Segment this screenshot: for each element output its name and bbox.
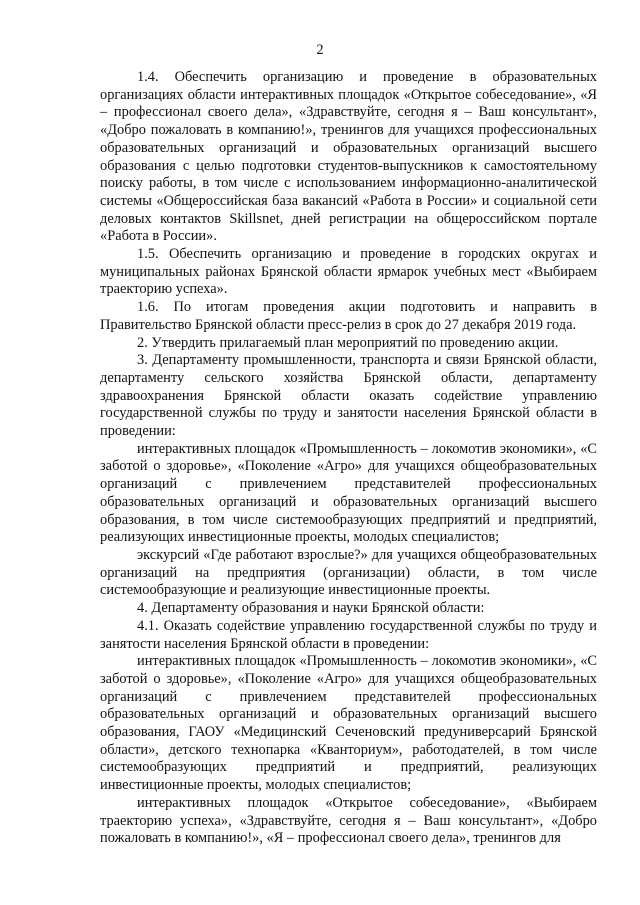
paragraph-3-item-1: интерактивных площадок «Промышленность – локомотив экономики», «С заботой о здоровье», «Поколение «Агро» для учащихся общеобразовательных организаций с привлечением представителей профессиональных образовательных организаций и образовательных организаций высшего образования, в том числе системообразующих предприятий и предприятий, реализующих инвестиционные проекты, молодых специалистов;: [100, 440, 597, 546]
paragraph-3-item-2: экскурсий «Где работают взрослые?» для учащихся общеобразовательных организаций на предприятия (организации) области, в том числе системообразующие и реализующие инвестиционные проекты.: [100, 546, 597, 599]
paragraph-3: 3. Департаменту промышленности, транспорта и связи Брянской области, департаменту сельского хозяйства Брянской области, департаменту здравоохранения Брянской области оказать содействие управлению государственной службы по труду и занятости населения Брянской области в проведении:: [100, 352, 597, 440]
paragraph-4-1: 4.1. Оказать содействие управлению государственной службы по труду и занятости населения Брянской области в проведении:: [100, 617, 597, 652]
paragraph-4: 4. Департаменту образования и науки Брянской области:: [137, 600, 485, 617]
page-number: 2: [316, 42, 324, 58]
paragraph-1-6: 1.6. По итогам проведения акции подготовить и направить в Правительство Брянской области пресс-релиз в срок до 27 декабря 2019 года.: [100, 299, 597, 333]
paragraph-4-1-item-2: интерактивных площадок «Открытое собеседование», «Выбираем траекторию успеха», «Здравствуйте, сегодня я – Ваш консультант», «Добро пожаловать в компанию!», «Я – профессионал своего дела», тренингов для: [100, 794, 597, 847]
paragraph-2: 2. Утвердить прилагаемый план мероприятий по проведению акции.: [137, 334, 559, 351]
document-body: [100, 69, 597, 848]
paragraph-1-4: 1.4. Обеспечить организацию и проведение в образовательных организациях области интерактивных площадок «Открытое собеседование», «Я – профессионал своего дела», «Здравствуйте, сегодня я – Ваш консультант», «Добро пожаловать в компанию!», тренингов для учащихся профессиональных образовательных организаций и образовательных организаций высшего образования с целью подготовки студентов-выпускников к самостоятельному поиску работы, в том числе с использованием информационно-аналитической системы «Общероссийская база вакансий «Работа в России» и социальной сети деловых контактов Skillsnet, дней регистрации на общероссийском портале «Работа в России».: [100, 69, 597, 245]
paragraph-4-1-item-1: интерактивных площадок «Промышленность – локомотив экономики», «С заботой о здоровье», «Поколение «Агро» для учащихся общеобразовательных организаций с привлечением представителей профессиональных образовательных организаций и образовательных организаций высшего образования, ГАОУ «Медицинский Сеченовский предуниверсарий Брянской области», детского технопарка «Кванториум», работодателей, в том числе системообразующих предприятий и предприятий, реализующих инвестиционные проекты, молодых специалистов;: [100, 653, 597, 794]
paragraph-1-5: 1.5. Обеспечить организацию и проведение в городских округах и муниципальных районах Брянской области ярмарок учебных мест «Выбираем траекторию успеха».: [100, 246, 597, 298]
